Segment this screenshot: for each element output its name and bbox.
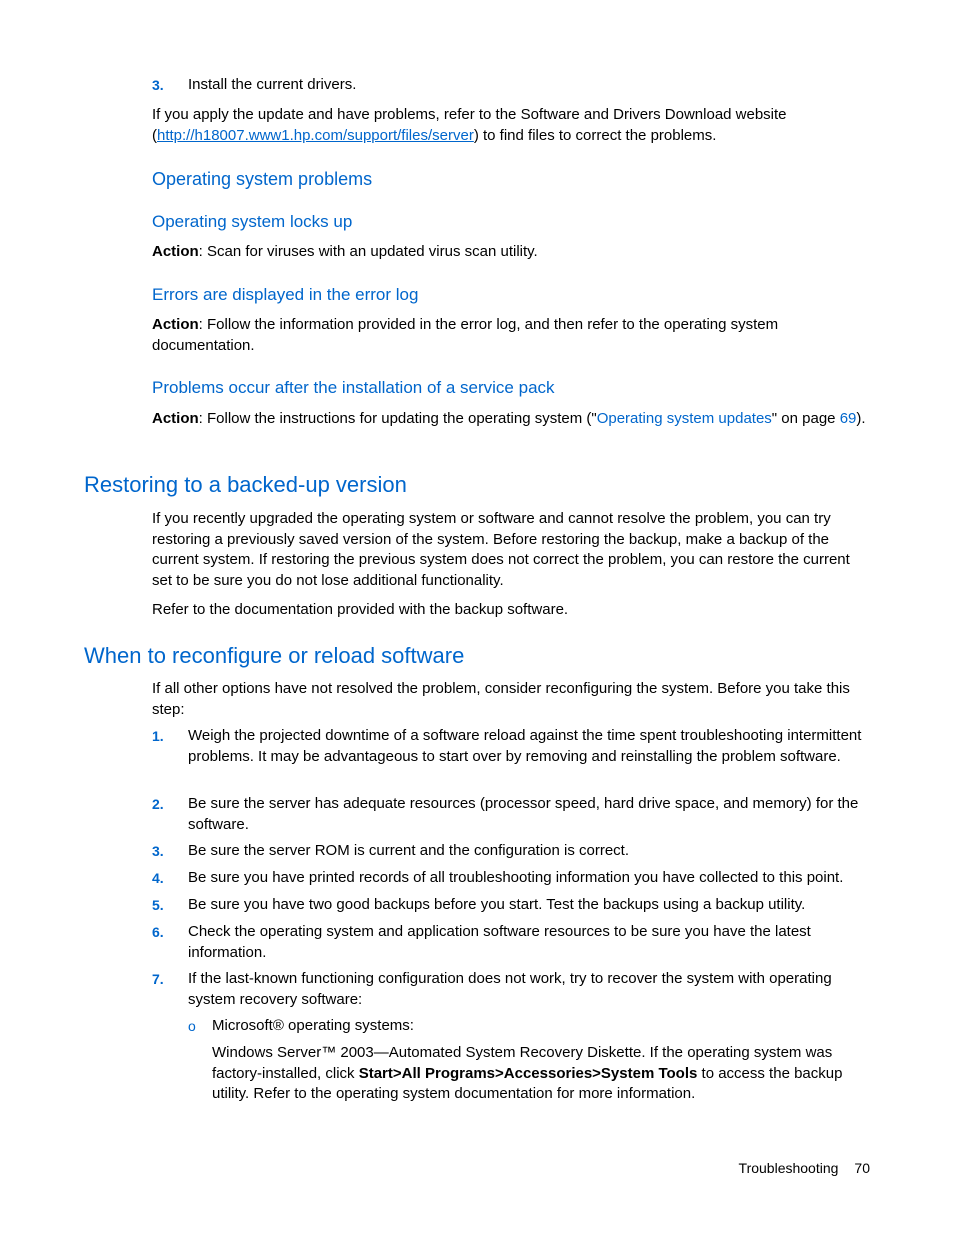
action-label: Action bbox=[152, 410, 199, 427]
page-number: 70 bbox=[854, 1160, 870, 1176]
step-text: Weigh the projected downtime of a software reload against the time spent troubleshooting intermittent problems. It may be advantageous to start over by removing and reinstalling the problem software. bbox=[188, 727, 862, 765]
download-website-link[interactable]: http://h18007.www1.hp.com/support/files/server bbox=[157, 126, 474, 144]
step-number: 1. bbox=[152, 728, 164, 744]
update-text-2: ) to find files to correct the problems. bbox=[473, 126, 717, 144]
error-log-action bbox=[152, 315, 872, 356]
action-text-3: ). bbox=[856, 410, 866, 427]
reconfigure-intro: If all other options have not resolved the problem, consider reconfiguring the system. Before you take this step: bbox=[152, 680, 850, 718]
action-label: Action bbox=[152, 243, 199, 260]
restoring-paragraph-1: If you recently upgraded the operating system or software and cannot resolve the problem, you can try restoring a previously saved version of the system. Before restoring the backup, make a backup of the current system. If restoring the previous system does not correct the problem, you can restore the current set to be sure you do not lose additional functionality. bbox=[152, 510, 850, 589]
bullet-marker: o bbox=[188, 1018, 196, 1034]
action-text-1: : Follow the instructions for updating the operating system (" bbox=[198, 410, 597, 427]
locks-up-action bbox=[152, 242, 872, 263]
step-number: 2. bbox=[152, 796, 164, 812]
step-text: Check the operating system and application software resources to be sure you have the latest information. bbox=[188, 923, 811, 961]
step-text: Be sure you have printed records of all troubleshooting information you have collected to this point. bbox=[188, 869, 844, 886]
restoring-heading: Restoring to a backed-up version bbox=[84, 472, 407, 497]
windows-server-paragraph bbox=[212, 1043, 872, 1105]
locks-up-heading: Operating system locks up bbox=[152, 212, 353, 231]
step-number: 7. bbox=[152, 971, 164, 987]
update-text-1: If you apply the update and have problems, refer to the Software and Drivers Download website ( bbox=[152, 106, 787, 144]
windows-text-2: to access the backup utility. Refer to the operating system documentation for more information. bbox=[212, 1064, 843, 1102]
step-text: Be sure the server ROM is current and the configuration is correct. bbox=[188, 842, 630, 859]
menu-path: Start>All Programs>Accessories>System Tools bbox=[358, 1064, 698, 1082]
action-text: : Follow the information provided in the error log, and then refer to the operating system documentation. bbox=[152, 316, 779, 354]
service-pack-heading: Problems occur after the installation of a service pack bbox=[152, 378, 555, 397]
step-number: 4. bbox=[152, 870, 164, 886]
error-log-heading: Errors are displayed in the error log bbox=[152, 285, 419, 304]
action-label: Action bbox=[152, 316, 199, 333]
step-text: Install the current drivers. bbox=[188, 76, 357, 93]
update-paragraph bbox=[152, 105, 872, 146]
windows-text-1: Windows Server™ 2003—Automated System Recovery Diskette. If the operating system was factory-installed, click bbox=[212, 1044, 833, 1082]
step-number: 3. bbox=[152, 77, 164, 93]
footer-section: Troubleshooting bbox=[738, 1160, 839, 1176]
step-number: 6. bbox=[152, 924, 164, 940]
action-text-2: " on page bbox=[771, 410, 840, 427]
bullet-text: Microsoft® operating systems: bbox=[212, 1017, 414, 1034]
restoring-paragraph-2: Refer to the documentation provided with the backup software. bbox=[152, 601, 569, 618]
step-text: Be sure you have two good backups before you start. Test the backups using a backup utility. bbox=[188, 896, 806, 913]
service-pack-action bbox=[152, 409, 872, 430]
os-problems-heading: Operating system problems bbox=[152, 169, 373, 189]
action-text: : Scan for viruses with an updated virus scan utility. bbox=[198, 243, 538, 260]
page-footer bbox=[739, 1158, 870, 1178]
os-updates-xref-link[interactable]: Operating system updates bbox=[596, 410, 772, 427]
step-number: 3. bbox=[152, 843, 164, 859]
step-text: Be sure the server has adequate resources (processor speed, hard drive space, and memory) for the software. bbox=[188, 795, 859, 833]
page-ref-link[interactable]: 69 bbox=[839, 410, 857, 427]
reconfigure-heading: When to reconfigure or reload software bbox=[84, 643, 465, 668]
step-text: If the last-known functioning configuration does not work, try to recover the system with operating system recovery software: bbox=[188, 970, 832, 1008]
step-number: 5. bbox=[152, 897, 164, 913]
